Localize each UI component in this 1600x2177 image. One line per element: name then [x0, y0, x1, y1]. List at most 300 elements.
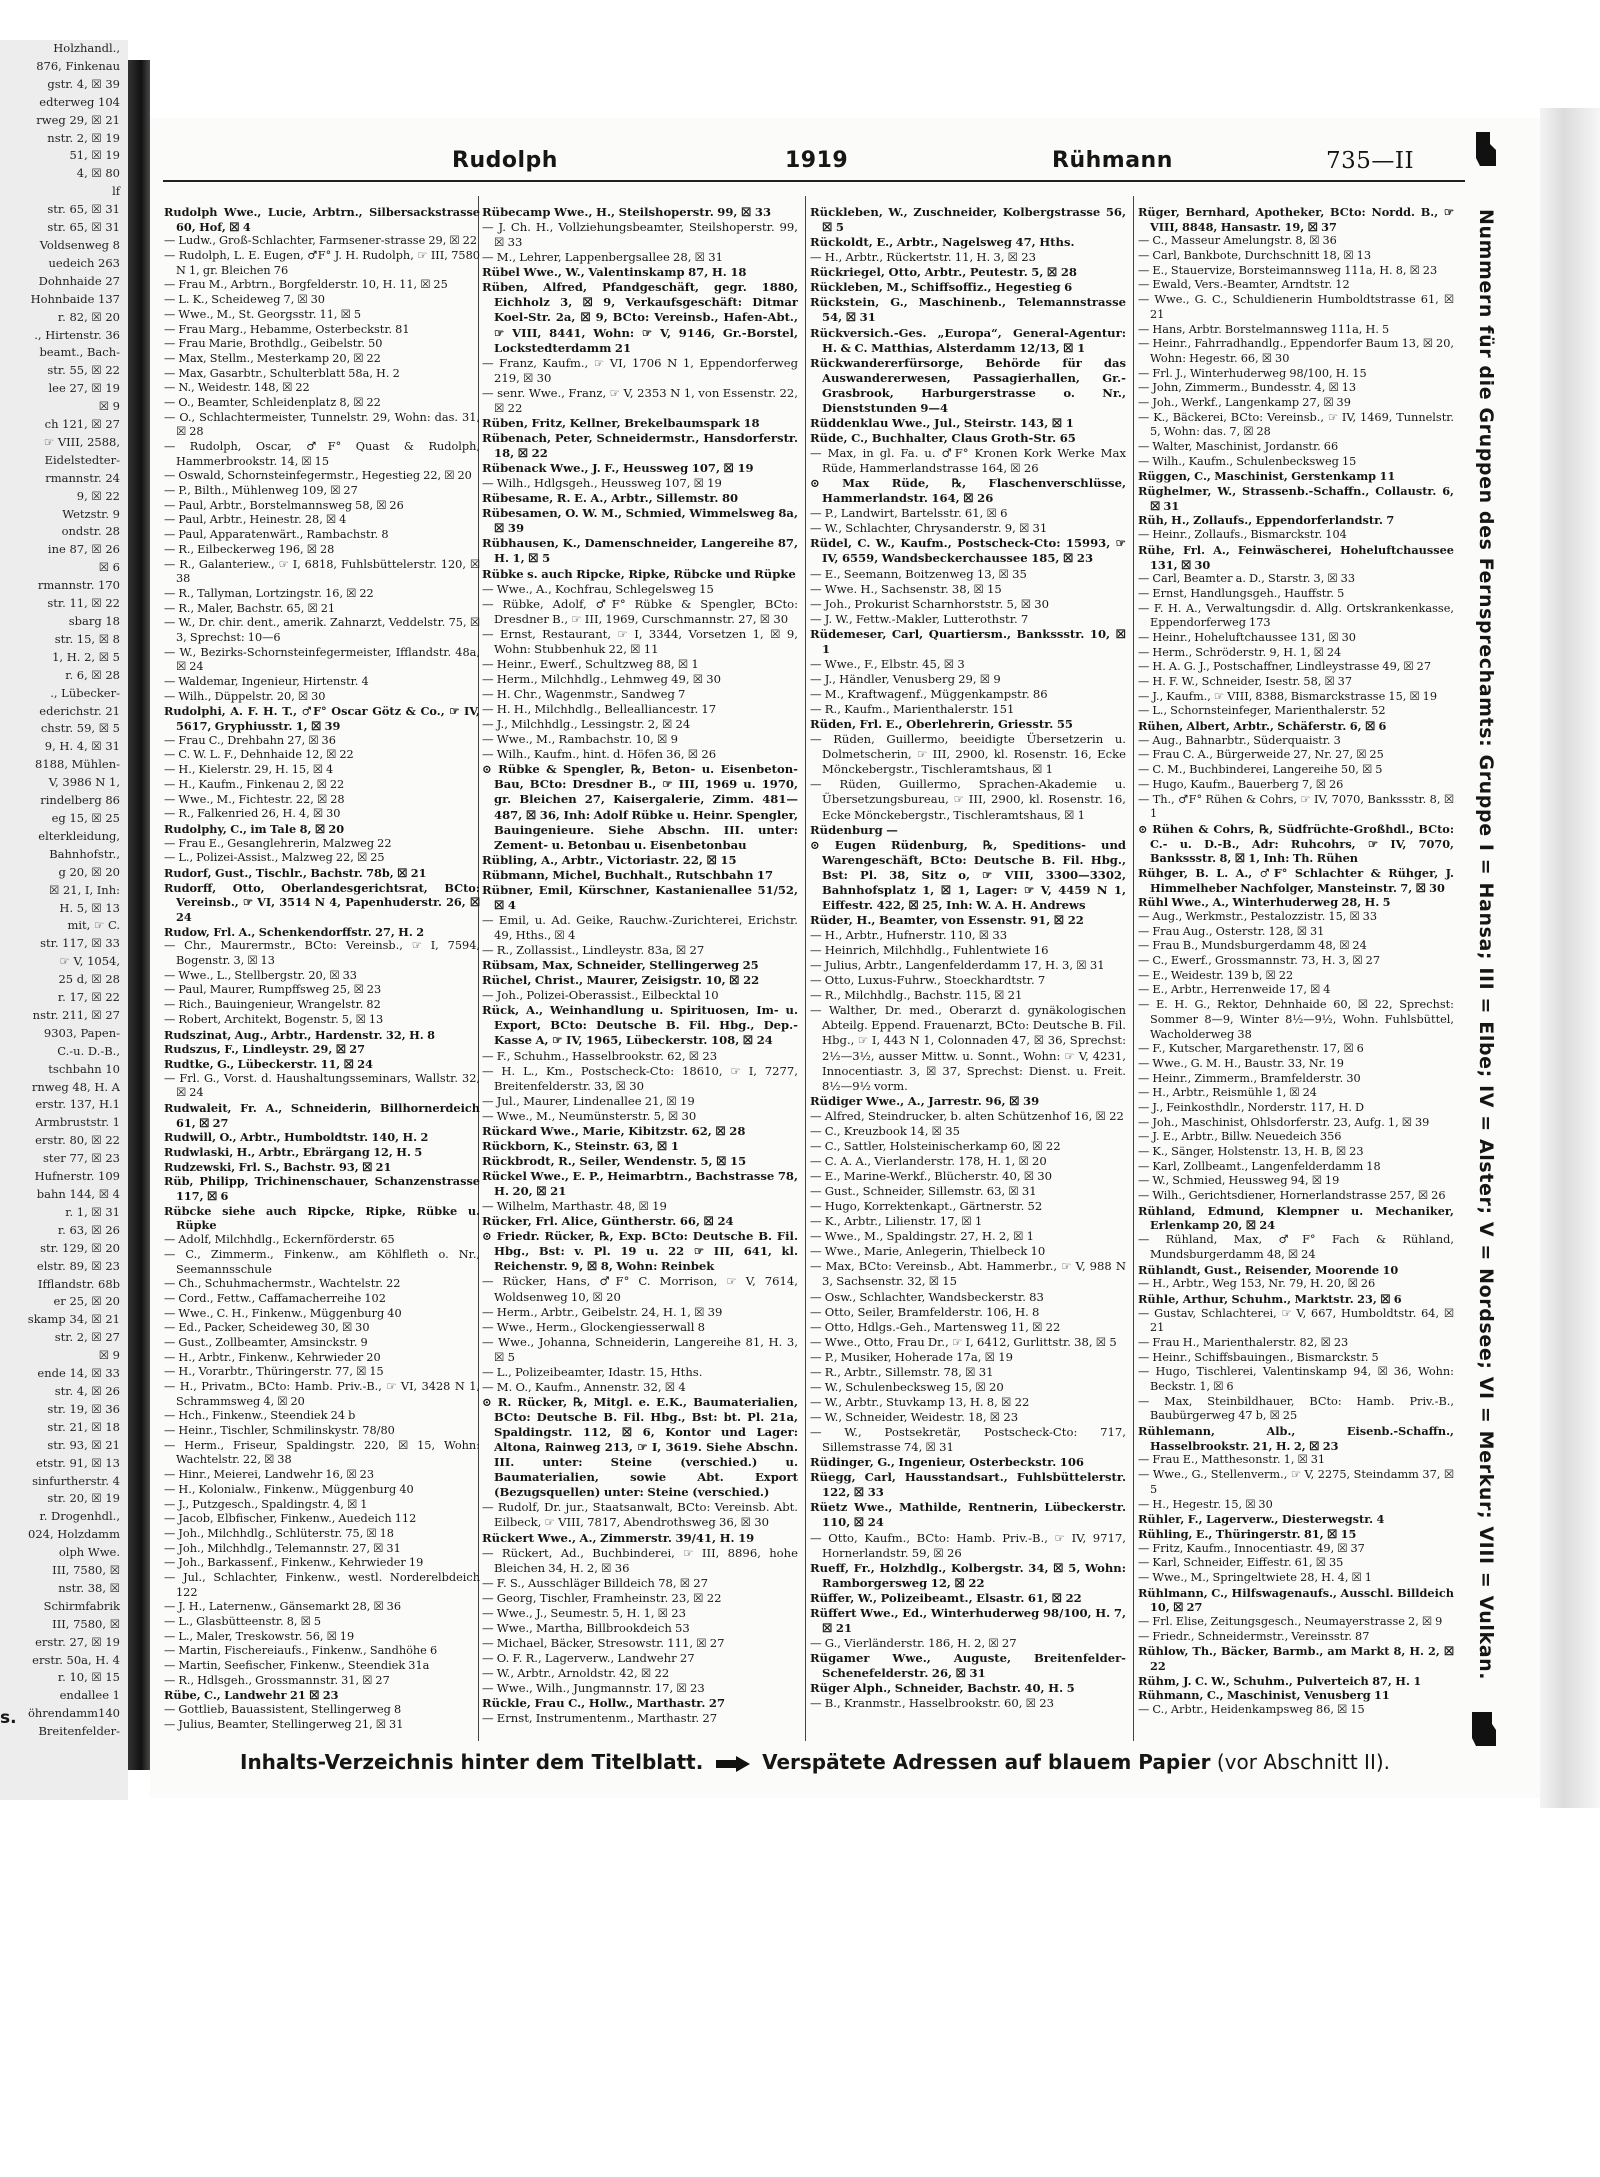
directory-entry: — M., Lehrer, Lappenbergsallee 28, ☒ 31 [482, 250, 723, 265]
directory-entry: — Frl. J., Winterhuderweg 98/100, H. 15 [1138, 366, 1367, 380]
previous-page-line: III, 7580, ☒ [52, 1616, 120, 1631]
previous-page-line: 9303, Papen- [43, 1025, 120, 1040]
directory-entry: — Rudolf, Dr. jur., Staatsanwalt, BCto: Vereinsb. Abt. Eilbeck, ☞ VIII, 7817, Abendrothsweg 36, ☒ 30 [482, 1500, 798, 1530]
previous-page-line: skamp 34, ☒ 21 [27, 1312, 120, 1327]
previous-page-line: lf [112, 184, 120, 199]
directory-entry: — Frau B., Mundsburgerdamm 48, ☒ 24 [1138, 939, 1367, 953]
previous-page-line: er 25, ☒ 20 [53, 1294, 120, 1309]
directory-entry: Rudorf, Gust., Tischlr., Bachstr. 78b, ☒ 21 [164, 865, 427, 880]
telephone-exchange-banner [1466, 150, 1506, 1740]
previous-page-line: nstr. 38, ☒ [58, 1580, 120, 1595]
header-rule [163, 180, 1465, 182]
directory-entry: Rüben, Fritz, Kellner, Brekelbaumspark 18 [482, 415, 760, 430]
directory-entry: — F., Kutscher, Margarethenstr. 17, ☒ 6 [1138, 1042, 1364, 1056]
directory-entry: — Wwe., M., Fichtestr. 22, ☒ 28 [164, 792, 345, 806]
previous-page-line: rmannstr. 24 [45, 470, 120, 485]
previous-page-line: str. 15, ☒ 8 [54, 631, 120, 646]
page-footer [240, 1750, 1480, 1774]
previous-page-line: beamt., Bach- [39, 345, 120, 360]
directory-entry: — Herm., Arbtr., Geibelstr. 24, H. 1, ☒ 39 [482, 1304, 723, 1319]
directory-entry: — Rücker, Hans, ♂F° C. Morrison, ☞ V, 7614, Woldsenweg 10, ☒ 20 [482, 1274, 798, 1304]
directory-entry: Rückard Wwe., Marie, Kibitzstr. 62, ☒ 28 [482, 1123, 746, 1138]
directory-entry: — Paul, Arbtr., Borstelmannsweg 58, ☒ 26 [164, 498, 404, 512]
running-head-right: Rühmann [1052, 148, 1173, 173]
previous-page-line: erstr. 50a, H. 4 [32, 1652, 120, 1667]
directory-entry: — R., Maler, Bachstr. 65, ☒ 21 [164, 601, 336, 615]
previous-page-line: r. 82, ☒ 20 [57, 309, 120, 324]
directory-entry: — J., Händler, Venusberg 29, ☒ 9 [810, 671, 1001, 686]
directory-entry: — E. H. G., Rektor, Dehnhaide 60, ☒ 22, Sprechst: Sommer 8—9, Winter 8½—9½, Wohn. Fuhlsbüttel, Wacholderweg 38 [1138, 998, 1454, 1041]
directory-entry: — Chr., Maurermstr., BCto: Vereinsb., ☞ I, 7594, Bogenstr. 3, ☒ 13 [164, 939, 480, 968]
directory-entry: — J., Milchhdlg., Lessingstr. 2, ☒ 24 [482, 717, 691, 732]
previous-page-line: öhrendamm140 [27, 1706, 120, 1721]
directory-entry: Rüder, H., Beamter, von Essenstr. 91, ☒ 22 [810, 912, 1084, 927]
directory-entry: — C. M., Buchbinderei, Langereihe 50, ☒ 5 [1138, 763, 1383, 777]
previous-page-line: Voldsenweg 8 [39, 237, 120, 252]
directory-entry: Rüegg, Carl, Hausstandsart., Fuhlsbüttelerstr. 122, ☒ 33 [810, 1470, 1126, 1500]
directory-entry: Rückoldt, E., Arbtr., Nagelsweg 47, Hths. [810, 235, 1075, 250]
directory-entry: — E., Stauervize, Borsteimannsweg 111a, H. 8, ☒ 23 [1138, 263, 1438, 277]
previous-page-line: ☞ V, 1054, [59, 954, 120, 969]
directory-entry: ⊙ Max Rüde, ℞, Flaschenverschlüsse, Hammerlandstr. 164, ☒ 26 [810, 476, 1126, 506]
directory-entry: — J., Kaufm., ☞ VIII, 8388, Bismarckstrasse 15, ☒ 19 [1138, 689, 1438, 703]
directory-entry: — Gustav, Schlachterei, ☞ V, 667, Humboldtstr. 64, ☒ 21 [1138, 1306, 1454, 1335]
directory-entry: — Gust., Schneider, Sillemstr. 63, ☒ 31 [810, 1184, 1037, 1199]
directory-entry: — John, Zimmerm., Bundesstr. 4, ☒ 13 [1138, 381, 1357, 395]
directory-entry: — Julius, Beamter, Stellingerweg 21, ☒ 31 [164, 1717, 404, 1731]
directory-entry: Rübesame, R. E. A., Arbtr., Sillemstr. 80 [482, 491, 739, 506]
directory-entry: — Hinr., Meierei, Landwehr 16, ☒ 23 [164, 1468, 375, 1482]
directory-entry: — H., Kolonialw., Finkenw., Müggenburg 40 [164, 1482, 414, 1496]
directory-entry: Rückert Wwe., A., Zimmerstr. 39/41, H. 19 [482, 1530, 755, 1545]
directory-entry: Rühl Wwe., A., Winterhuderweg 28, H. 5 [1138, 895, 1391, 910]
previous-page-line: ☒ 6 [98, 560, 120, 575]
previous-page-line: bahn 144, ☒ 4 [36, 1187, 120, 1201]
directory-entry: — P., Bilth., Mühlenweg 109, ☒ 27 [164, 484, 358, 498]
directory-entry: Rüger, Bernhard, Apotheker, BCto: Nordd. B., ☞ VIII, 8848, Hansastr. 19, ☒ 37 [1138, 205, 1454, 234]
directory-entry: — Michael, Bäcker, Stresowstr. 111, ☒ 27 [482, 1635, 725, 1650]
directory-entry: — Martin, Fischereiaufs., Finkenw., Sandhöhe 6 [164, 1644, 438, 1658]
previous-page-line: str. 11, ☒ 22 [47, 596, 120, 611]
directory-entry: — Max, in gl. Fa. u. ♂F° Kronen Kork Werke Max Rüde, Hammerlandstrasse 164, ☒ 26 [810, 446, 1126, 476]
directory-entry: — H. Chr., Wagenmstr., Sandweg 7 [482, 687, 686, 701]
previous-page-line: ☒ 9 [98, 399, 120, 414]
directory-entry: Rückleben, W., Zuschneider, Kolbergstrasse 56, ☒ 5 [810, 205, 1126, 235]
directory-entry: Rüdiger Wwe., A., Jarrestr. 96, ☒ 39 [810, 1093, 1040, 1108]
directory-entry: — Franz, Kaufm., ☞ VI, 1706 N 1, Eppendorferweg 219, ☒ 30 [482, 355, 798, 385]
directory-entry: — Wwe., Marie, Anlegerin, Thielbeck 10 [810, 1244, 1046, 1259]
directory-entry: Rudorff, Otto, Oberlandesgerichtsrat, BCto: Vereinsb., ☞ VI, 3514 N 4, Papenhuderstr. 26, ☒ 24 [164, 880, 480, 924]
directory-entry: — Wwe., Wilh., Jungmannstr. 17, ☒ 23 [482, 1681, 705, 1696]
directory-entry: — O. F. R., Lagerverw., Landwehr 27 [482, 1651, 695, 1665]
directory-entry: — Wwe., F., Elbstr. 45, ☒ 3 [810, 656, 965, 671]
directory-entry: — Karl, Schneider, Eiffestr. 61, ☒ 35 [1138, 1556, 1344, 1570]
previous-page-line: Schirmfabrik [43, 1598, 120, 1613]
directory-entry: — M., Kraftwagenf., Müggenkampstr. 86 [810, 687, 1048, 701]
directory-entry: — Joh., Polizei-Oberassist., Eilbecktal 10 [482, 988, 719, 1003]
directory-entry: Rügamer Wwe., Auguste, Breitenfelder-Schenefelderstr. 26, ☒ 31 [810, 1651, 1126, 1681]
directory-entry: — F. S., Ausschläger Billdeich 78, ☒ 27 [482, 1575, 709, 1590]
directory-entry: — G., Vierländerstr. 186, H. 2, ☒ 27 [810, 1635, 1017, 1650]
directory-entry: Rühmann, C., Maschinist, Venusberg 11 [1138, 1688, 1390, 1703]
directory-entry: — H., Hegestr. 15, ☒ 30 [1138, 1497, 1273, 1511]
previous-page-line: Breitenfelder- [38, 1724, 120, 1739]
directory-entry: — N., Weidestr. 148, ☒ 22 [164, 381, 310, 395]
directory-entry: Rüetz Wwe., Mathilde, Rentnerin, Lübeckerstr. 110, ☒ 24 [810, 1500, 1126, 1530]
directory-entry: Rudtke, G., Lübeckerstr. 11, ☒ 24 [164, 1056, 373, 1071]
directory-entry: Rückriegel, Otto, Arbtr., Peutestr. 5, ☒ 28 [810, 265, 1077, 280]
directory-entry: ⊙ Eugen Rüdenburg, ℞, Speditions- und Warengeschäft, BCto: Deutsche B. Fil. Hbg., Bst: Pl. 38, Sitz o, ☞ VIII, 3300—3302, Bahnhofsplatz 1, ☒ 1, Lager: ☞ V, 4459 N 1, Eiffestr. 422, ☒ 25, Inh: W. A. H. Andrews [810, 837, 1126, 912]
directory-entry: — Heinr., Ewerf., Schultzweg 88, ☒ 1 [482, 656, 699, 671]
directory-entry: — Robert, Architekt, Bogenstr. 5, ☒ 13 [164, 1012, 384, 1026]
directory-entry: — Wwe., Johanna, Schneiderin, Langereihe 81, H. 3, ☒ 5 [482, 1334, 798, 1364]
footer-late-addresses: Verspätete Adressen auf blauem Papier [762, 1750, 1211, 1774]
previous-page-line: Bahnhofstr., [49, 846, 120, 861]
previous-page-line: chstr. 59, ☒ 5 [40, 721, 120, 736]
directory-entry: Rückbrodt, R., Seiler, Wendenstr. 5, ☒ 15 [482, 1153, 747, 1168]
directory-entry: Rühle, Arthur, Schuhm., Marktstr. 23, ☒ 6 [1138, 1291, 1402, 1306]
directory-entry: — Cord., Fettw., Caffamacherreihe 102 [164, 1291, 386, 1305]
directory-entry: — Hugo, Korrektenkapt., Gärtnerstr. 52 [810, 1199, 1043, 1214]
directory-entry: — Alfred, Steindrucker, b. alten Schützenhof 16, ☒ 22 [810, 1108, 1124, 1123]
directory-entry: Rüchel, Christ., Maurer, Zeisigstr. 10, ☒ 22 [482, 973, 760, 988]
directory-entry: — H. F. W., Schneider, Isestr. 58, ☒ 37 [1138, 675, 1353, 688]
previous-page-line: str. 4, ☒ 26 [54, 1383, 120, 1398]
directory-entry: — Frau C., Drehbahn 27, ☒ 36 [164, 733, 336, 747]
directory-column-1 [164, 205, 480, 1735]
directory-entry: — K., Bäckerei, BCto: Vereinsb., ☞ IV, 1469, Tunnelstr. 5, Wohn: das. 7, ☒ 28 [1138, 410, 1454, 439]
directory-entry: — W., Schulenbecksweg 15, ☒ 20 [810, 1379, 1004, 1394]
directory-entry: — Fritz, Kaufm., Innocentiastr. 49, ☒ 37 [1138, 1541, 1365, 1555]
previous-page-line: Hufnerstr. 109 [34, 1169, 120, 1184]
column-rule [805, 196, 806, 1741]
directory-entry: — W., Arbtr., Arnoldstr. 42, ☒ 22 [482, 1666, 670, 1681]
directory-entry: — H., Vorarbtr., Thüringerstr. 77, ☒ 15 [164, 1365, 384, 1379]
directory-entry: Rübmann, Michel, Buchhalt., Rutschbahn 17 [482, 867, 774, 882]
directory-entry: — Karl, Zollbeamt., Langenfelderdamm 18 [1138, 1159, 1381, 1173]
directory-entry: — Rüden, Guillermo, Sprachen-Akademie u. Übersetzungsbureau, ☞ III, 2900, kl. Rosenstr. 16, Ecke Mönckebergstr., Tischleramtshaus, ☒ 1 [810, 777, 1126, 822]
previous-page-line: rindelberg 86 [40, 793, 120, 808]
directory-entry: Rudzewski, Frl. S., Bachstr. 93, ☒ 21 [164, 1159, 392, 1174]
banner-text: Nummern für die Gruppen des Fernsprechamts: Gruppe I = Hansa; III = Elbe; IV = Alster; V = Nordsee; VI = Merkur; VIII = Vulkan. [1475, 209, 1497, 1681]
previous-page-line: elstr. 89, ☒ 23 [36, 1258, 120, 1273]
previous-page-line: rweg 29, ☒ 21 [36, 112, 120, 127]
directory-entry: Rübenach, Peter, Schneidermstr., Hansdorferstr. 18, ☒ 22 [482, 430, 798, 460]
directory-entry: — H., Privatm., BCto: Hamb. Priv.-B., ☞ VI, 3428 N 1, Schrammsweg 4, ☒ 20 [164, 1380, 480, 1408]
directory-entry: — J. E., Arbtr., Billw. Neuedeich 356 [1138, 1130, 1342, 1144]
directory-entry: — Ernst, Restaurant, ☞ I, 3344, Vorsetzen 1, ☒ 9, Wohn: Stubbenhuk 22, ☒ 11 [482, 626, 798, 656]
directory-entry: — Wwe., L., Stellbergstr. 20, ☒ 33 [164, 968, 357, 982]
previous-page-line: C.-u. D.-B., [57, 1043, 120, 1058]
directory-entry: Rübe, C., Landwehr 21 ☒ 23 [164, 1688, 339, 1703]
directory-entry: — Frau E., Matthesonstr. 1, ☒ 31 [1138, 1453, 1326, 1467]
directory-entry: — L., Maler, Treskowstr. 56, ☒ 19 [164, 1629, 355, 1643]
directory-entry: — R., Falkenried 26, H. 4, ☒ 30 [164, 807, 341, 821]
directory-entry: — Wwe. H., Sachsenstr. 38, ☒ 15 [810, 581, 1002, 596]
previous-page-line: 9, H. 4, ☒ 31 [44, 739, 120, 754]
previous-page-line: r. 1, ☒ 31 [65, 1204, 120, 1219]
directory-entry: — Frau E., Gesanglehrerin, Malzweg 22 [164, 836, 392, 850]
directory-entry: — Wilh., Hdlgsgeh., Heussweg 107, ☒ 19 [482, 476, 722, 491]
page-edge [1540, 108, 1600, 1808]
directory-entry: — H. A. G. J., Postschaffner, Lindleystrasse 49, ☒ 27 [1138, 660, 1432, 674]
directory-entry: Rübner, Emil, Kürschner, Kastanienallee 51/52, ☒ 4 [482, 882, 798, 912]
directory-entry: — Wilh., Kaufm., hint. d. Höfen 36, ☒ 26 [482, 747, 717, 762]
directory-entry: ⊙ Rübke & Spengler, ℞, Beton- u. Eisenbeton-Bau, BCto: Dresdner B., ☞ III, 1969 u. 1970, gr. Bleichen 27, Kaisergalerie, Zimm. 481—487, ☒ 36, Inh: Adolf Rübke u. Heinr. Spengler, Bauingenieure. Siehe Abschn. III. unter: Zement- u. Betonbau u. Eisenbetonbau [482, 762, 798, 852]
directory-entry: — Heinrich, Milchhdlg., Fuhlentwiete 16 [810, 943, 1049, 958]
directory-entry: — W., Schmied, Heussweg 94, ☒ 19 [1138, 1174, 1340, 1188]
directory-column-2 [482, 205, 798, 1735]
directory-entry: Rüffer, W., Polizeibeamt., Elsastr. 61, ☒ 22 [810, 1590, 1082, 1605]
directory-entry: Rückwandererfürsorge, Behörde für das Auswandererwesen, Passagierhallen, Gr.-Grasbrook, Harburgerstrasse o. Nr., Dienststunden 9—4 [810, 355, 1126, 415]
directory-entry: Rüffert Wwe., Ed., Winterhuderweg 98/100, H. 7, ☒ 21 [810, 1605, 1126, 1635]
directory-entry: — Ed., Packer, Scheideweg 30, ☒ 30 [164, 1321, 370, 1335]
previous-page-line: elterkleidung, [38, 828, 120, 843]
directory-entry: — P., Musiker, Hoherade 17a, ☒ 19 [810, 1349, 1014, 1364]
directory-entry: — Jul., Schlachter, Finkenw., westl. Norderelbdeich 122 [164, 1570, 480, 1599]
directory-entry: Rudwlaski, H., Arbtr., Ebrärgang 12, H. 5 [164, 1145, 423, 1159]
directory-entry: — Ernst, Handlungsgeh., Hauffstr. 5 [1138, 586, 1345, 600]
directory-entry: — H. L., Km., Postscheck-Cto: 18610, ☞ I, 7277, Breitenfelderstr. 33, ☒ 30 [482, 1063, 798, 1093]
previous-page-line: r. 63, ☒ 26 [57, 1222, 120, 1237]
directory-entry: — E., Seemann, Boitzenweg 13, ☒ 35 [810, 566, 1027, 581]
directory-entry: — Herm., Friseur, Spaldingstr. 220, ☒ 15, Wohn: Wachtelstr. 22, ☒ 38 [164, 1438, 480, 1467]
directory-entry: Rüden, Frl. E., Oberlehrerin, Griesstr. 55 [810, 717, 1073, 732]
directory-entry: Rückleben, M., Schiffsoffiz., Hegestieg 6 [810, 280, 1073, 295]
directory-entry: Rudszinat, Aug., Arbtr., Hardenstr. 32, H. 8 [164, 1027, 435, 1042]
directory-entry: — Max, BCto: Vereinsb., Abt. Hammerbr., ☞ V, 988 N 3, Sachsenstr. 32, ☒ 15 [810, 1259, 1126, 1289]
previous-page-line: nstr. 211, ☒ 27 [32, 1007, 120, 1022]
previous-page-line: 876, Finkenau [36, 58, 120, 73]
directory-entry: — Wwe., A., Kochfrau, Schlegelsweg 15 [482, 581, 714, 596]
directory-entry: Rübenack Wwe., J. F., Heussweg 107, ☒ 19 [482, 461, 754, 476]
directory-entry: Rübke s. auch Ripcke, Ripke, Rübcke und Rüpke [482, 566, 796, 581]
previous-page-line: ☞ VIII, 2588, [43, 434, 120, 449]
previous-page-line: III, 7580, ☒ [52, 1563, 120, 1578]
previous-page-line: nstr. 2, ☒ 19 [47, 130, 120, 145]
directory-entry: — H., Kielerstr. 29, H. 15, ☒ 4 [164, 763, 334, 777]
previous-page-line: ster 77, ☒ 23 [42, 1151, 120, 1166]
previous-page-line: Hohnbaide 137 [30, 291, 120, 306]
directory-entry: — Osw., Schlachter, Wandsbeckerstr. 83 [810, 1289, 1044, 1304]
directory-entry: — B., Kranmstr., Hasselbrookstr. 60, ☒ 23 [810, 1696, 1055, 1711]
directory-entry: — Joh., Prokurist Scharnhorststr. 5, ☒ 30 [810, 596, 1050, 611]
directory-entry: — W., Schlachter, Chrysanderstr. 9, ☒ 31 [810, 521, 1048, 536]
directory-entry: Rübecamp Wwe., H., Steilshoperstr. 99, ☒ 33 [482, 205, 772, 219]
book-binding-shadow [128, 60, 150, 1770]
directory-entry: — Aug., Bahnarbtr., Süderquaistr. 3 [1138, 733, 1341, 747]
directory-entry: ⊙ Rühen & Cohrs, ℞, Südfrüchte-Großhdl., BCto: C.- u. D.-B., Adr: Ruhcohrs, ☞ IV, 7070, Bankssstr. 8, ☒ 1, Inh: Th. Rühen [1138, 821, 1454, 866]
directory-entry: Rüdel, C. W., Kaufm., Postscheck-Cto: 15993, ☞ IV, 6559, Wandsbeckerchaussee 185, ☒ 23 [810, 536, 1126, 566]
directory-column-4 [1138, 205, 1454, 1735]
previous-page-line: H. 5, ☒ 13 [59, 900, 120, 915]
directory-entry: — Joh., Milchhdlg., Schlüterstr. 75, ☒ 18 [164, 1526, 394, 1540]
previous-page-line: Wetzstr. 9 [62, 506, 120, 521]
directory-entry: — Heinr., Tischler, Schmilinskystr. 78/80 [164, 1424, 395, 1438]
previous-page-line: str. 65, ☒ 31 [47, 220, 120, 235]
directory-entry: — Hans, Arbtr. Borstelmannsweg 111a, H. 5 [1138, 322, 1390, 336]
directory-entry: Rüggen, C., Maschinist, Gerstenkamp 11 [1138, 469, 1396, 484]
previous-page-line: ondstr. 28 [61, 524, 120, 539]
directory-entry: Rückel Wwe., E. P., Heimarbtrn., Bachstrasse 78, H. 20, ☒ 21 [482, 1169, 798, 1199]
directory-entry: — H., Arbtr., Finkenw., Kehrwieder 20 [164, 1350, 381, 1364]
directory-entry: — Carl, Beamter a. D., Starstr. 3, ☒ 33 [1138, 572, 1356, 586]
directory-entry: Rudow, Frl. A., Schenkendorffstr. 27, H. 2 [164, 924, 425, 939]
directory-entry: — C., Kreuzbook 14, ☒ 35 [810, 1123, 960, 1138]
directory-entry: — Wwe., Otto, Frau Dr., ☞ I, 6412, Gurlittstr. 38, ☒ 5 [810, 1334, 1117, 1349]
previous-page-line: Ifflandstr. 68b [37, 1276, 120, 1291]
directory-entry: Rudolphi, A. F. H. T., ♂F° Oscar Götz & Co., ☞ IV, 5617, Gryphiusstr. 1, ☒ 39 [164, 704, 480, 734]
directory-entry: Rübel Wwe., W., Valentinskamp 87, H. 18 [482, 265, 747, 280]
previous-page-line: 1, H. 2, ☒ 5 [52, 649, 120, 664]
directory-entry: — J. W., Fettw.-Makler, Lutterothstr. 7 [810, 611, 1029, 626]
previous-page-line: g 20, ☒ 20 [58, 864, 120, 879]
previous-page-line: Eidelstedter- [44, 452, 120, 467]
directory-entry: — Frau M., Arbtrn., Borgfelderstr. 10, H. 11, ☒ 25 [164, 278, 448, 292]
directory-entry: Rudwill, O., Arbtr., Humboldtstr. 140, H. 2 [164, 1130, 429, 1145]
previous-page-line: sbarg 18 [68, 614, 120, 628]
directory-entry: — Rückert, Ad., Buchbinderei, ☞ III, 8896, hohe Bleichen 34, H. 2, ☒ 36 [482, 1545, 798, 1575]
previous-page-line: tschbahn 10 [48, 1061, 120, 1076]
previous-page-line: r. 10, ☒ 15 [57, 1670, 120, 1685]
previous-page-line: ederichstr. 21 [39, 703, 120, 718]
running-head-left: Rudolph [452, 148, 558, 173]
directory-entry: — Ludw., Groß-Schlachter, Farmsener-strasse 29, ☒ 22 [164, 234, 478, 248]
directory-entry: — C. A. A., Vierlanderstr. 178, H. 1, ☒ 20 [810, 1153, 1047, 1168]
directory-entry: — H., Arbtr., Hufnerstr. 110, ☒ 33 [810, 928, 1008, 942]
directory-entry: — C. W. L. F., Dehnhaide 12, ☒ 22 [164, 748, 354, 762]
directory-entry: — Oswald, Schornsteinfegermstr., Hegestieg 22, ☒ 20 [164, 469, 472, 483]
directory-entry: — Otto, Kaufm., BCto: Hamb. Priv.-B., ☞ IV, 9717, Hornerlandstr. 59, ☒ 26 [810, 1530, 1126, 1560]
directory-entry: — O., Schlachtermeister, Tunnelstr. 29, Wohn: das. 31, ☒ 28 [164, 410, 480, 439]
previous-page-line: erstr. 80, ☒ 22 [35, 1133, 120, 1148]
previous-page-line: gstr. 4, ☒ 39 [47, 76, 120, 91]
directory-entry: Rück, A., Weinhandlung u. Spirituosen, Im- u. Export, BCto: Deutsche B. Fil. Hbg., Dep.-Kasse A, ☞ IV, 1965, Lübeckerstr. 108, ☒ 24 [482, 1003, 798, 1048]
directory-entry: — C., Ewerf., Grossmannstr. 73, H. 3, ☒ 27 [1138, 954, 1381, 968]
directory-entry: — Otto, Seiler, Bramfelderstr. 106, H. 8 [810, 1304, 1040, 1319]
directory-entry: — Heinr., Hoheluftchaussee 131, ☒ 30 [1138, 630, 1356, 644]
directory-entry: — Hch., Finkenw., Steendiek 24 b [164, 1409, 356, 1423]
directory-entry: Rühen, Albert, Arbtr., Schäferstr. 6, ☒ 6 [1138, 719, 1387, 734]
directory-entry: Rühger, B. L. A., ♂F° Schlachter & Rühger, J. Himmelheber Nachfolger, Mansteinstr. 7, ☒ 30 [1138, 865, 1454, 895]
directory-entry: Rückborn, K., Steinstr. 63, ☒ 1 [482, 1138, 679, 1153]
directory-entry: — Herm., Milchhdlg., Lehmweg 49, ☒ 30 [482, 671, 722, 686]
directory-entry: — Jul., Maurer, Lindenallee 21, ☒ 19 [482, 1093, 695, 1108]
directory-entry: Rüger Alph., Schneider, Bachstr. 40, H. 5 [810, 1681, 1075, 1696]
directory-entry: — Jacob, Elbfischer, Finkenw., Auedeich 112 [164, 1512, 417, 1526]
directory-entry: — Walter, Maschinist, Jordanstr. 66 [1138, 440, 1339, 453]
directory-entry: — Julius, Arbtr., Langenfelderdamm 17, H. 3, ☒ 31 [810, 958, 1105, 973]
directory-entry: — Paul, Arbtr., Heinestr. 28, ☒ 4 [164, 513, 347, 527]
directory-entry: — Paul, Apparatenwärt., Rambachstr. 8 [164, 528, 389, 542]
directory-entry: — Gust., Zollbeamter, Amsinckstr. 9 [164, 1335, 368, 1349]
directory-entry: Rüdinger, G., Ingenieur, Osterbeckstr. 106 [810, 1455, 1084, 1470]
directory-entry: — R., Galanteriew., ☞ I, 6818, Fuhlsbüttelerstr. 120, ☒ 38 [164, 557, 480, 586]
directory-entry: Rühlandt, Gust., Reisender, Moorende 10 [1138, 1262, 1399, 1277]
directory-entry: Rüdemeser, Carl, Quartiersm., Bankssstr. 10, ☒ 1 [810, 626, 1126, 656]
directory-entry: Rüde, C., Buchhalter, Claus Groth-Str. 65 [810, 430, 1076, 445]
directory-entry: — H. H., Milchhdlg., Bellealliancestr. 17 [482, 702, 717, 717]
directory-entry: — Rudolph, L. E. Eugen, ♂F° J. H. Rudolph, ☞ III, 7580 N 1, gr. Bleichen 76 [164, 249, 480, 277]
directory-entry: Rueff, Fr., Holzhdlg., Kolbergstr. 34, ☒ 5, Wohn: Ramborgersweg 12, ☒ 22 [810, 1560, 1126, 1590]
previous-page-line: ende 14, ☒ 33 [37, 1366, 120, 1381]
directory-entry: — Heinr., Schiffsbauingen., Bismarckstr. 5 [1138, 1350, 1379, 1364]
directory-entry: — H., Arbtr., Reismühle 1, ☒ 24 [1138, 1086, 1317, 1100]
previous-page-line: ch 121, ☒ 27 [44, 417, 120, 432]
previous-page-line: 8188, Mühlen- [35, 757, 120, 772]
directory-entry: — Joh., Milchhdlg., Telemannstr. 27, ☒ 31 [164, 1541, 401, 1555]
previous-page-line: endallee 1 [59, 1688, 120, 1703]
previous-page-footer: s. [0, 1708, 17, 1728]
directory-entry: — L. K., Scheideweg 7, ☒ 30 [164, 293, 325, 307]
directory-entry: Rühe, Frl. A., Feinwäscherei, Hoheluftchaussee 131, ☒ 30 [1138, 542, 1454, 572]
directory-entry: — Max, Gasarbtr., Schulterblatt 58a, H. 2 [164, 366, 400, 380]
directory-entry: — F. H. A., Verwaltungsdir. d. Allg. Ortskrankenkasse, Eppendorferweg 173 [1138, 601, 1454, 630]
directory-entry: Rühlmann, C., Hilfswagenaufs., Ausschl. Billdeich 10, ☒ 27 [1138, 1585, 1454, 1615]
previous-page-line: ☒ 21, I, Inh: [49, 882, 120, 897]
directory-entry: Rühler, F., Lagerverw., Diesterwegstr. 4 [1138, 1512, 1385, 1527]
previous-page-strip [0, 40, 128, 1800]
directory-entry: — Emil, u. Ad. Geike, Rauchw.-Zurichterei, Erichstr. 49, Hths., ☒ 4 [482, 912, 798, 942]
directory-entry: — P., Landwirt, Bartelsstr. 61, ☒ 6 [810, 506, 1008, 521]
directory-entry: — O., Beamter, Schleidenplatz 8, ☒ 22 [164, 395, 381, 409]
directory-entry: Rühlemann, Alb., Eisenb.-Schaffn., Hasselbrookstr. 21, H. 2, ☒ 23 [1138, 1424, 1454, 1453]
directory-entry: — Wwe., M., Neumünsterstr. 5, ☒ 30 [482, 1108, 697, 1123]
directory-entry: — C., Arbtr., Heidenkampsweg 86, ☒ 15 [1138, 1703, 1365, 1717]
directory-entry: — Wwe., M., St. Georgsstr. 11, ☒ 5 [164, 307, 362, 321]
directory-entry: — Rüden, Guillermo, beeidigte Übersetzerin u. Dolmetscherin, ☞ III, 2900, kl. Rosenstr. 16, Ecke Mönckebergstr., Tischleramtshaus, ☒ 1 [810, 732, 1126, 777]
directory-entry: — C., Masseur Amelungstr. 8, ☒ 36 [1138, 234, 1337, 248]
directory-entry: — Wwe., Herm., Glockengiesserwall 8 [482, 1319, 706, 1334]
previous-page-line: 024, Holzdamm [28, 1527, 120, 1542]
directory-entry: Rüh, H., Zollaufs., Eppendorferlandstr. 7 [1138, 513, 1395, 528]
previous-page-line: uedeich 263 [48, 255, 120, 270]
directory-column-3 [810, 205, 1126, 1735]
directory-entry: — C., Zimmerm., Finkenw., am Köhlfleth o. Nr., Seemannsschule [164, 1247, 480, 1276]
previous-page-line: r. Drogenhdl., [39, 1509, 120, 1524]
previous-page-line: 25 d, ☒ 28 [58, 972, 120, 987]
page-number: 735—II [1326, 148, 1415, 174]
directory-entry: Rudwaleit, Fr. A., Schneiderin, Billhornerdeich 61, ☒ 27 [164, 1100, 480, 1130]
directory-entry: — W., Arbtr., Stuvkamp 13, H. 8, ☒ 22 [810, 1394, 1030, 1409]
directory-entry: — Gottlieb, Bauassistent, Stellingerweg 8 [164, 1703, 402, 1717]
directory-entry: — Frau Marg., Hebamme, Osterbeckstr. 81 [164, 322, 410, 336]
directory-entry: — K., Arbtr., Lilienstr. 17, ☒ 1 [810, 1214, 983, 1229]
previous-page-line: sinfurtherstr. 4 [32, 1473, 120, 1488]
pointing-hand-icon [716, 1756, 750, 1772]
directory-entry: — Aug., Werkmstr., Pestalozzistr. 15, ☒ 33 [1138, 910, 1378, 923]
directory-entry: ⊙ Friedr. Rücker, ℞, Exp. BCto: Deutsche B. Fil. Hbg., Bst: v. Pl. 19 u. 22 ☞ III, 641, kl. Reichenstr. 9, ☒ 8, Wohn: Reinbek [482, 1229, 798, 1274]
previous-page-line: 51, ☒ 19 [69, 148, 120, 163]
previous-page-line: str. 21, ☒ 18 [47, 1419, 120, 1434]
directory-entry: — Otto, Hdlgs.-Geh., Martensweg 11, ☒ 22 [810, 1319, 1061, 1334]
previous-page-line: r. 6, ☒ 28 [65, 667, 120, 682]
previous-page-line: ine 87, ☒ 26 [47, 542, 120, 557]
directory-entry: ⊙ R. Rücker, ℞, Mitgl. e. E.K., Baumaterialien, BCto: Deutsche B. Fil. Hbg., Bst: bt. Pl. 21a, Spaldingstr. 112, ☒ 6, Kontor und Lager: Altona, Rainweg 213, ☞ I, 3619. Siehe Abschn. III. unter: Steine (verschied.) u. Baumaterialien, sowie Abt. Export (Bezugsquellen) unter: Steine (verschied.) [482, 1394, 798, 1500]
directory-entry: — Heinr., Fahrradhandlg., Eppendorfer Baum 13, ☒ 20, Wohn: Hegestr. 66, ☒ 30 [1138, 337, 1454, 365]
directory-entry: — Wilh., Düppelstr. 20, ☒ 30 [164, 689, 326, 703]
directory-entry: — J., Feinkosthdlr., Norderstr. 117, H. D [1138, 1100, 1365, 1114]
directory-entry: — senr. Wwe., Franz, ☞ V, 2353 N 1, von Essenstr. 22, ☒ 22 [482, 385, 798, 415]
directory-entry: — Max, Stellm., Mesterkamp 20, ☒ 22 [164, 351, 381, 365]
directory-entry: — K., Sänger, Holstenstr. 13, H. B, ☒ 23 [1138, 1145, 1364, 1158]
directory-entry: — W., Schneider, Weidestr. 18, ☒ 23 [810, 1410, 1019, 1424]
previous-page-line: etstr. 91, ☒ 13 [35, 1455, 120, 1470]
previous-page-line: ☒ 9 [98, 1348, 120, 1363]
directory-entry: — Ernst, Instrumentenm., Marthastr. 27 [482, 1711, 718, 1726]
directory-entry: Rückstein, G., Maschinenb., Telemannstrasse 54, ☒ 31 [810, 295, 1126, 325]
directory-entry: — Martin, Seefischer, Finkenw., Steendiek 31a [164, 1659, 430, 1673]
